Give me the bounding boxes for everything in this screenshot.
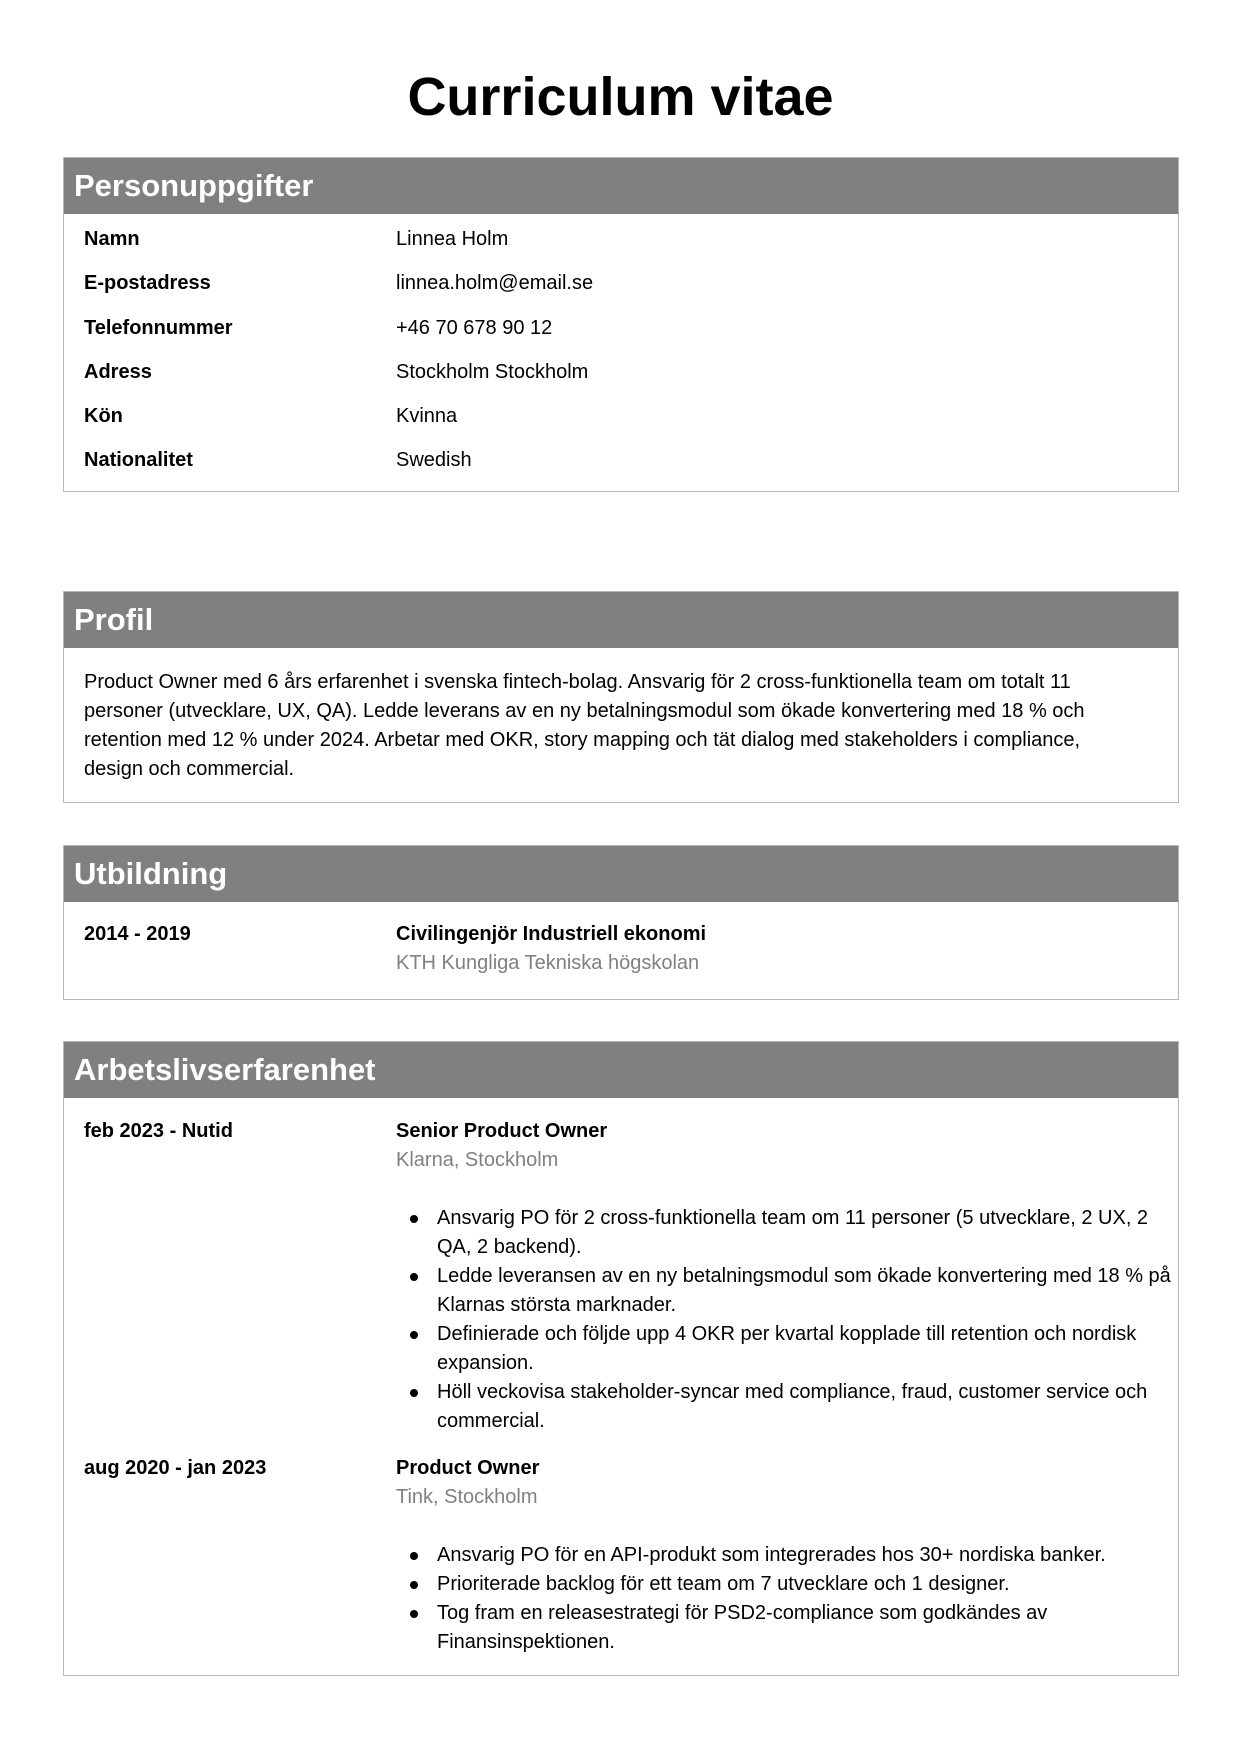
education-date: 2014 - 2019 [84,923,191,945]
personal-heading: Personuppgifter [64,158,1178,214]
bullet-icon [410,1215,418,1223]
personal-value: Kvinna [396,405,458,427]
job-bullet [437,1541,1177,1570]
bullet-icon [410,1331,418,1339]
personal-value: Stockholm Stockholm [396,361,589,383]
personal-label: Nationalitet [84,449,193,471]
job-bullet-text: Tog fram en releasestrategi för PSD2-compliance som godkändes av Finansinspektionen. [437,1602,1048,1653]
personal-row-address [84,357,1160,387]
experience-heading: Arbetslivserfarenhet [64,1042,1178,1098]
personal-section [63,157,1179,492]
job-bullet [437,1262,1177,1320]
experience-section [63,1041,1179,1676]
bullet-icon [410,1552,418,1560]
job-bullet [437,1320,1177,1378]
job-bullets [437,1541,1177,1657]
job-bullet-text: Prioriterade backlog för ett team om 7 utvecklare och 1 designer. [437,1573,1010,1595]
personal-row-gender [84,401,1160,431]
personal-label: E-postadress [84,272,211,294]
personal-value: Linnea Holm [396,228,509,250]
job-date: feb 2023 - Nutid [84,1120,233,1142]
education-school: KTH Kungliga Tekniska högskolan [396,952,700,974]
job-bullets [437,1204,1177,1436]
job-company: Tink, Stockholm [396,1486,538,1508]
job-title: Product Owner [396,1457,540,1479]
personal-label: Adress [84,361,152,383]
personal-row-email [84,268,1160,298]
profile-text: Product Owner med 6 års erfarenhet i svenska fintech-bolag. Ansvarig för 2 cross-funktionella team om totalt 11 personer (utvecklare, UX, QA). Ledde leverans av en ny betalningsmodul som ökade konvertering med 18 % och retention med 12 % under 2024. Arbetar med OKR, story mapping och tät dialog med stakeholders i compliance, design och commercial. [84,671,1085,780]
bullet-icon [410,1389,418,1397]
personal-value: linnea.holm@email.se [396,272,594,294]
bullet-icon [410,1273,418,1281]
job-bullet [437,1570,1177,1599]
job-bullet-text: Höll veckovisa stakeholder-syncar med compliance, fraud, customer service och commercial. [437,1381,1148,1432]
job-bullet [437,1599,1177,1657]
job-date: aug 2020 - jan 2023 [84,1457,267,1479]
job-title: Senior Product Owner [396,1120,608,1142]
personal-label: Telefonnummer [84,317,233,339]
personal-label: Kön [84,405,123,427]
job-bullet-text: Ledde leveransen av en ny betalningsmodul som ökade konvertering med 18 % på Klarnas största marknader. [437,1265,1171,1316]
job-bullet [437,1378,1177,1436]
personal-row-nationality [84,445,1160,475]
job-bullet [437,1204,1177,1262]
job-company: Klarna, Stockholm [396,1149,559,1171]
profile-heading: Profil [64,592,1178,648]
profile-section [63,591,1179,803]
education-heading: Utbildning [64,846,1178,902]
job-bullet-text: Ansvarig PO för 2 cross-funktionella team om 11 personer (5 utvecklare, 2 UX, 2 QA, 2 backend). [437,1207,1149,1258]
page-title: Curriculum vitae [407,67,834,127]
personal-value: +46 70 678 90 12 [396,317,553,339]
job-bullet-text: Ansvarig PO för en API-produkt som integrerades hos 30+ nordiska banker. [437,1544,1106,1566]
education-degree: Civilingenjör Industriell ekonomi [396,923,707,945]
education-section [63,845,1179,1000]
personal-value: Swedish [396,449,472,471]
bullet-icon [410,1581,418,1589]
personal-row-phone [84,313,1160,343]
personal-row-name [84,224,1160,254]
personal-label: Namn [84,228,140,250]
job-bullet-text: Definierade och följde upp 4 OKR per kvartal kopplade till retention och nordisk expansion. [437,1323,1137,1374]
bullet-icon [410,1610,418,1618]
